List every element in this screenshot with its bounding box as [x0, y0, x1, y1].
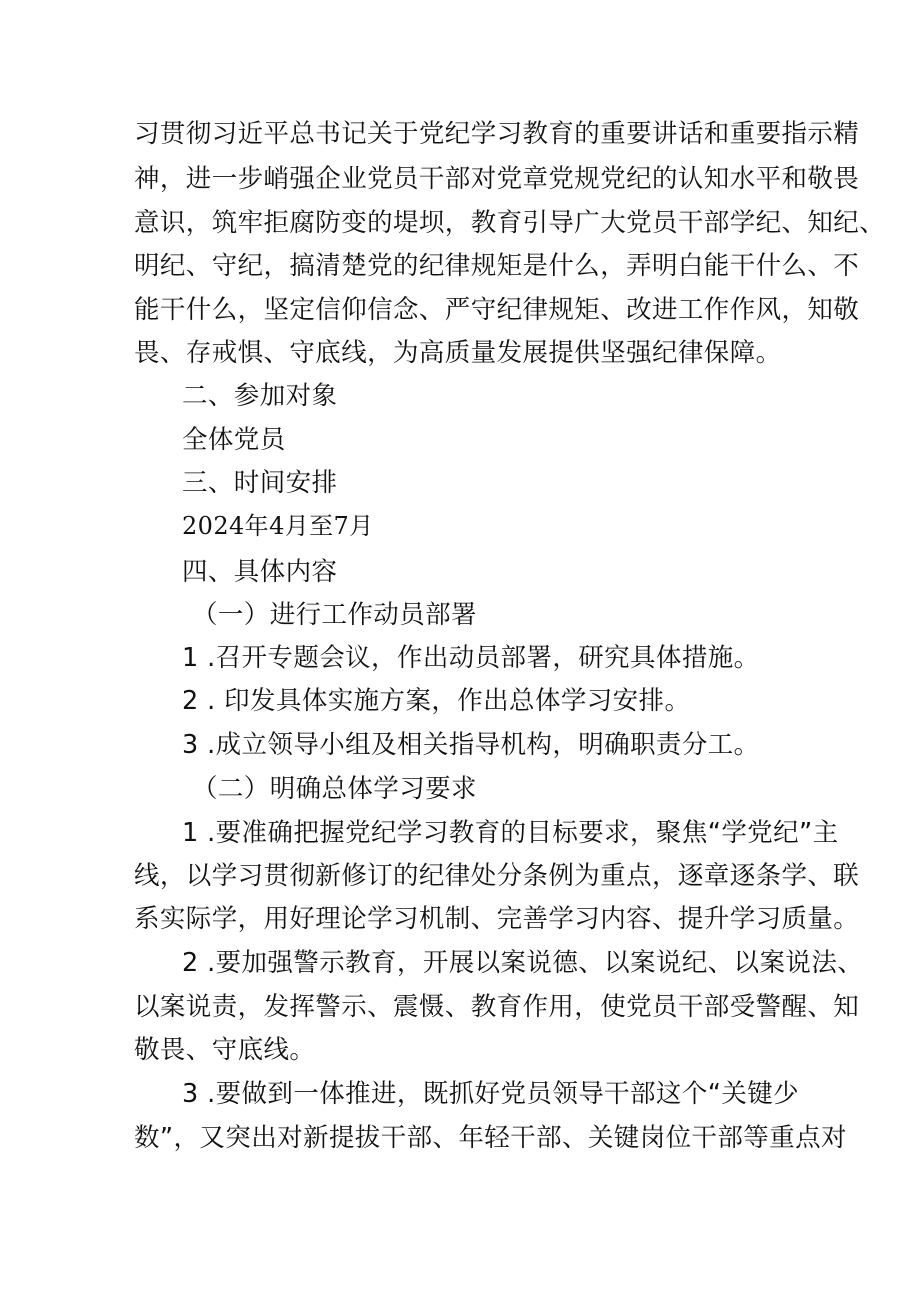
paragraph-line: 线，以学习贯彻新修订的纪律处分条例为重点，逐章逐条学、联: [134, 861, 860, 891]
paragraph-line: 数”，又突出对新提拔干部、年轻干部、关键岗位干部等重点对: [134, 1123, 847, 1153]
subsection-heading-mobilization: （一）进行工作动员部署: [192, 600, 477, 630]
paragraph-line: 明纪、守纪，搞清楚党的纪律规矩是什么，弄明白能干什么、不: [134, 251, 860, 281]
paragraph-line: 以案说责，发挥警示、震慑、教育作用，使党员干部受警醒、知: [134, 992, 860, 1022]
paragraph-line: 1 .要准确把握党纪学习教育的目标要求，聚焦“学党纪”主: [182, 818, 839, 848]
subsection-heading-requirements: （二）明确总体学习要求: [192, 774, 477, 804]
participants-text: 全体党员: [182, 425, 286, 455]
list-item: 1 .召开专题会议，作出动员部署，研究具体措施。: [182, 643, 760, 673]
paragraph-line: 畏、存戒惧、守底线，为高质量发展提供坚强纪律保障。: [134, 338, 782, 368]
paragraph-line: 3 .要做到一体推进，既抓好党员领导干部这个“关键少: [182, 1079, 800, 1109]
paragraph-line: 习贯彻习近平总书记关于党纪学习教育的重要讲话和重要指示精: [134, 119, 860, 149]
paragraph-line: 意识，筑牢拒腐防变的堤坝，教育引导广大党员干部学纪、知纪、: [134, 208, 886, 238]
paragraph-line: 系实际学，用好理论学习机制、完善学习内容、提升学习质量。: [134, 904, 860, 934]
paragraph-line: 敬畏、守底线。: [134, 1035, 316, 1065]
paragraph-line: 2 .要加强警示教育，开展以案说德、以案说纪、以案说法、: [182, 948, 864, 978]
paragraph-line: 能干什么，坚定信仰信念、严守纪律规矩、改进工作作风，知敬: [134, 295, 860, 325]
list-item: 2 . 印发具体实施方案，作出总体学习安排。: [182, 686, 691, 716]
section-heading-schedule: 三、时间安排: [182, 468, 338, 498]
paragraph-line: 神，进一步峭强企业党员干部对党章党规党纪的认知水平和敬畏: [134, 164, 860, 194]
list-item: 3 .成立领导小组及相关指导机构，明确职责分工。: [182, 730, 760, 760]
section-heading-content: 四、具体内容: [182, 557, 338, 587]
schedule-text: 2024年4月至7月: [182, 512, 374, 540]
section-heading-participants: 二、参加对象: [182, 381, 338, 411]
